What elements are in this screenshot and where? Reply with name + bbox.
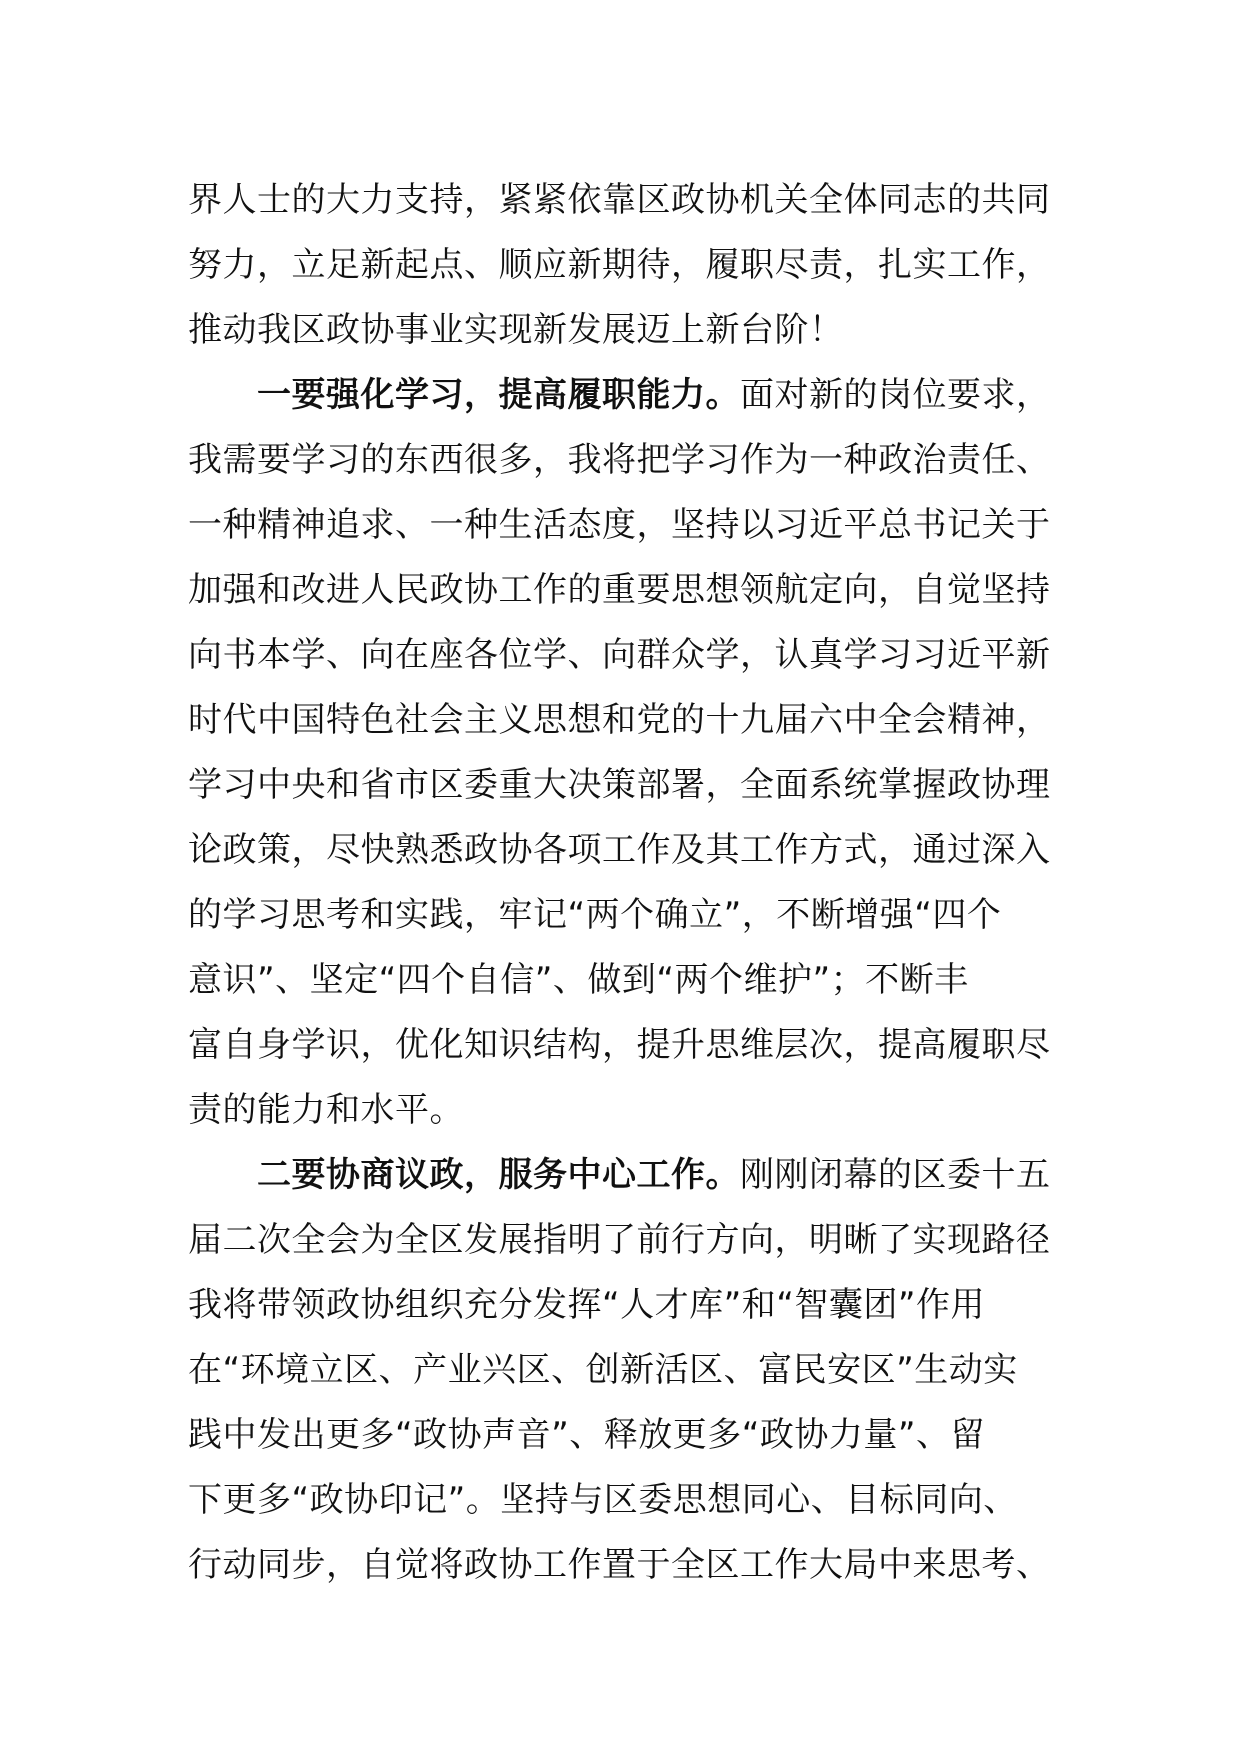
text-line (188, 168, 1060, 233)
text-line (188, 1338, 1060, 1403)
text-line (188, 1143, 1060, 1208)
text-line (188, 883, 1060, 948)
text-line (188, 1403, 1060, 1468)
section-heading: 二要协商议政，服务中心工作。 (188, 1155, 740, 1195)
text-line (188, 1078, 1060, 1143)
text-line (188, 1208, 1060, 1273)
text-segment: 我需要学习的东西很多，我将把学习作为一种政治责任、 (188, 440, 1051, 480)
text-segment: 论政策，尽快熟悉政协各项工作及其工作方式，通过深入 (188, 830, 1051, 870)
text-line (188, 1013, 1060, 1078)
text-line (188, 1533, 1060, 1598)
text-line (188, 818, 1060, 883)
text-line (188, 493, 1060, 558)
body-text (188, 168, 1060, 1598)
text-segment: 下更多“政协印记”。坚持与区委思想同心、目标同向、 (188, 1480, 1018, 1520)
text-line (188, 233, 1060, 298)
section-heading: 一要强化学习，提高履职能力。 (188, 375, 740, 415)
text-line (188, 948, 1060, 1013)
text-segment: 富自身学识，优化知识结构，提升思维层次，提高履职尽 (188, 1025, 1051, 1065)
text-line (188, 558, 1060, 623)
text-segment: 意识”、坚定“四个自信”、做到“两个维护”；不断丰 (188, 960, 969, 1000)
text-line (188, 428, 1060, 493)
text-segment: 在“环境立区、产业兴区、创新活区、富民安区”生动实 (188, 1350, 1018, 1390)
text-segment: 加强和改进人民政协工作的重要思想领航定向，自觉坚持 (188, 570, 1051, 610)
text-line (188, 1273, 1060, 1338)
text-segment: 时代中国特色社会主义思想和党的十九届六中全会精神， (188, 700, 1051, 740)
text-line (188, 688, 1060, 753)
text-line (188, 753, 1060, 818)
text-segment: 努力，立足新起点、顺应新期待，履职尽责，扎实工作， (188, 245, 1051, 285)
text-segment: 践中发出更多“政协声音”、释放更多“政协力量”、留 (188, 1415, 985, 1455)
text-segment: 学习中央和省市区委重大决策部署，全面系统掌握政协理 (188, 765, 1051, 805)
text-segment: 责的能力和水平。 (188, 1090, 464, 1130)
text-segment: 届二次全会为全区发展指明了前行方向，明晰了实现路径 (188, 1220, 1051, 1260)
text-segment: 面对新的岗位要求， (740, 375, 1051, 415)
text-line (188, 623, 1060, 688)
text-line (188, 363, 1060, 428)
text-segment: 的学习思考和实践，牢记“两个确立”，不断增强“四个 (188, 895, 1002, 935)
text-segment: 界人士的大力支持，紧紧依靠区政协机关全体同志的共同 (188, 180, 1051, 220)
text-segment: 刚刚闭幕的区委十五 (740, 1155, 1051, 1195)
text-segment: 我将带领政协组织充分发挥“人才库”和“智囊团”作用 (188, 1285, 985, 1325)
text-segment: 一种精神追求、一种生活态度，坚持以习近平总书记关于 (188, 505, 1051, 545)
text-segment: 行动同步，自觉将政协工作置于全区工作大局中来思考、 (188, 1545, 1051, 1585)
text-segment: 推动我区政协事业实现新发展迈上新台阶！ (188, 310, 844, 350)
text-line (188, 1468, 1060, 1533)
text-line (188, 298, 1060, 363)
text-segment: 向书本学、向在座各位学、向群众学，认真学习习近平新 (188, 635, 1051, 675)
